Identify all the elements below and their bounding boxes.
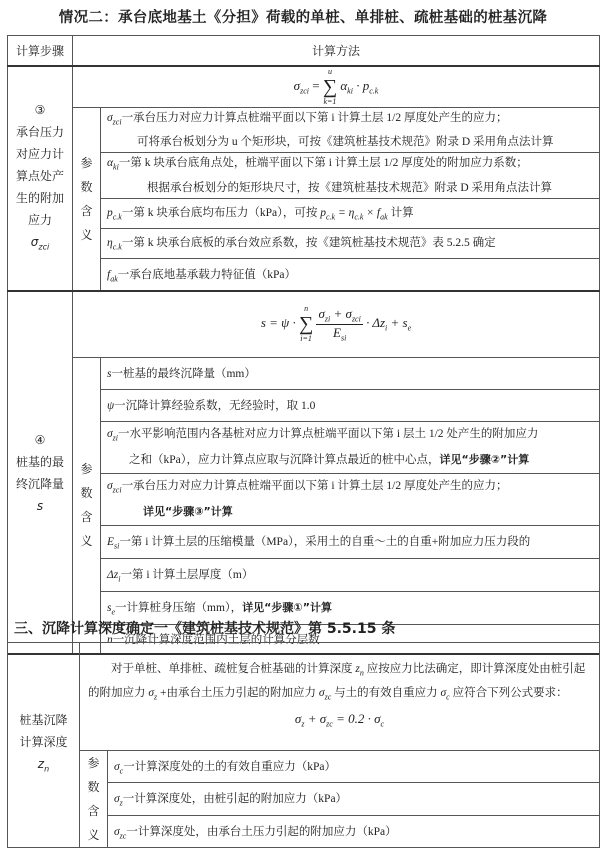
param-text: 一水平影响范围内各基桩对应力计算点桩端平面以下第 i 层土 1/2 处产生的附加应力 — [118, 427, 539, 440]
param-text: 一承台底地基承载力特征值（kPa） — [117, 268, 297, 281]
param-text: 一第 k 块承台底角点处，桩端平面以下第 i 计算土层 1/2 厚度处的附加应力系数； — [118, 157, 528, 170]
para-text: 应按应力比法确定，即计算深度处由桩引起的附加应力 — [88, 662, 586, 700]
param-text: 一第 k 块承台底均布压力（kPa），可按 — [121, 207, 321, 220]
inline-formula-sub: ak — [380, 212, 388, 222]
param-text-2: 根据承台板划分的矩形块尺寸，按《建筑桩基技术规范》附录 D 采用角点法计算 — [147, 181, 553, 194]
inline-symbol-sub: z — [154, 692, 158, 702]
param-symbol: E — [107, 535, 115, 548]
f-lhs: σ — [293, 77, 301, 93]
para-text: 对于单桩、单排桩、疏桩复合桩基础的计算深度 — [111, 662, 356, 675]
param-text: 一承台压力对应力计算点桩端平面以下第 i 计算土层 1/2 厚度处产生的应力； — [121, 479, 508, 492]
param-row — [101, 473, 600, 525]
inline-symbol: z — [355, 662, 360, 675]
f-num: + σ — [330, 306, 352, 322]
param-row — [108, 783, 600, 815]
param-row — [101, 198, 600, 228]
param-symbol-sub: zci — [112, 485, 122, 495]
step4-label — [8, 291, 73, 654]
step-symbol: σ — [30, 234, 39, 249]
para-text: 与土的有效自重应力 — [331, 687, 441, 700]
param-row — [101, 108, 600, 153]
para-text: 应符合下列公式要求： — [449, 687, 568, 700]
f-lhs: s = ψ · — [260, 315, 296, 331]
param-symbol: σ — [107, 427, 113, 440]
param-row — [101, 525, 600, 558]
depth-table — [7, 642, 600, 848]
f-t2: p — [362, 77, 370, 93]
fraction — [316, 306, 362, 342]
param-symbol-sub: ki — [113, 162, 119, 172]
param-symbol: f — [107, 268, 111, 281]
f-t2-sub: c.k — [369, 86, 379, 96]
formula-sigma-zci — [73, 66, 600, 108]
param-char: 数 — [80, 180, 93, 195]
f-rest-sub: i — [385, 323, 388, 333]
f-num-sub: zci — [351, 314, 361, 324]
step-name-line: 对应力计 — [15, 146, 64, 161]
param-symbol-sub: c — [119, 766, 124, 776]
step-number: ④ — [34, 432, 46, 447]
depth-description — [80, 643, 600, 751]
f-part: = 0.2 · σ — [332, 710, 381, 726]
param-meaning-label — [73, 108, 101, 292]
param-symbol-sub: z — [119, 798, 123, 808]
param-text-2: 可将承台板划分为 u 个矩形块，可按《建筑桩基技术规范》附录 D 采用角点法计算 — [137, 136, 554, 149]
inline-symbol-sub: zc — [324, 692, 332, 702]
step-name-line: 计算深度 — [19, 735, 68, 750]
param-symbol-sub: c.k — [112, 242, 122, 252]
f-rest: · Δz — [366, 315, 386, 331]
inline-formula-sub: c.k — [325, 212, 336, 222]
param-symbol: n — [107, 633, 113, 646]
f-dot: · — [356, 77, 360, 93]
param-symbol: p — [107, 207, 113, 220]
param-text: 一沉降计算经验系数，无经验时，取 1.0 — [114, 400, 316, 413]
step-symbol-sub: n — [44, 764, 50, 774]
param-meaning-label — [80, 751, 108, 848]
sum-sign: ∑ — [298, 313, 314, 336]
inline-symbol: σ — [440, 687, 447, 700]
param-symbol: ψ — [107, 400, 115, 413]
param-char: 数 — [80, 486, 93, 501]
depth-step-label — [8, 643, 80, 848]
param-symbol-sub: zc — [119, 830, 127, 840]
f-t1: α — [340, 77, 348, 93]
step-name-line: 桩基沉降 — [19, 713, 68, 728]
sum-bot: k=1 — [323, 96, 337, 106]
summation-icon — [323, 67, 337, 107]
param-text: 一承台压力对应力计算点桩端平面以下第 i 计算土层 1/2 厚度处产生的应力； — [121, 112, 508, 124]
inline-symbol-sub: c — [446, 692, 450, 702]
sum-top: u — [327, 66, 332, 76]
param-text: 一第 k 块承台底板的承台效应系数，按《建筑桩基技术规范》表 5.2.5 确定 — [121, 237, 496, 250]
sum-sign: ∑ — [322, 75, 338, 98]
f-num-sub: zi — [324, 314, 331, 324]
param-char: 参 — [80, 156, 93, 171]
param-row — [101, 558, 600, 591]
param-symbol: σ — [114, 825, 120, 838]
f-part: + σ — [304, 710, 327, 726]
inline-symbol: σ — [148, 687, 155, 700]
formula-depth — [88, 708, 591, 735]
step3-label — [8, 66, 73, 292]
param-row — [101, 357, 600, 389]
param-row — [101, 153, 600, 198]
param-row — [108, 815, 600, 847]
param-text: 一沉降计算深度范围内土层的计算分层数 — [112, 633, 320, 646]
param-symbol-sub: c.k — [112, 212, 122, 222]
param-text: 一计算深度处的土的有效自重应力（kPa） — [123, 761, 336, 774]
f-den: E — [333, 324, 341, 340]
param-symbol-sub: si — [114, 541, 120, 551]
param-symbol-sub: zci — [112, 117, 122, 127]
param-row — [101, 389, 600, 421]
param-symbol: Δz — [107, 568, 119, 581]
param-text: 一桩基的最终沉降量（mm） — [111, 368, 256, 381]
step-name-line: 终沉降量 — [15, 476, 64, 491]
step-reference: 详见“步骤②”计算 — [439, 453, 530, 467]
step-name-line: 桩基的最 — [15, 454, 64, 469]
param-text: 一第 i 计算土层的压缩模量（MPa），采用土的自重～土的自重+附加应力压力段的 — [119, 535, 531, 548]
param-char: 义 — [80, 228, 93, 243]
step-reference: 详见“步骤①”计算 — [242, 600, 332, 614]
param-text: 一计算深度处，由承台土压力引起的附加应力（kPa） — [126, 825, 397, 838]
f-t1-sub: ki — [347, 86, 353, 96]
param-symbol: α — [107, 157, 114, 170]
f-sub: zc — [326, 719, 333, 729]
param-symbol: s — [107, 601, 112, 614]
param-symbol-sub: i — [118, 574, 121, 584]
sum-bot: i=1 — [300, 334, 312, 344]
param-text: 计算 — [387, 207, 414, 220]
param-char: 义 — [80, 534, 93, 549]
param-row — [101, 228, 600, 258]
param-char: 含 — [80, 510, 93, 525]
inline-formula: = η — [335, 207, 355, 220]
step-number: ③ — [34, 102, 46, 117]
param-char: 含 — [80, 204, 93, 219]
step-symbol-sub: zci — [38, 241, 50, 251]
param-text: 一第 i 计算土层厚度（m） — [120, 568, 254, 581]
param-text-2: 之和（kPa），应力计算点应取与沉降计算点最近的桩中心点， — [129, 454, 440, 467]
formula-settlement — [73, 291, 600, 357]
header-method: 计算方法 — [73, 36, 600, 66]
param-row — [101, 421, 600, 473]
param-row — [108, 751, 600, 783]
section3-heading: 三、沉降计算深度确定一《建筑桩基技术规范》第 5.5.15 条 — [14, 621, 396, 637]
param-text: 一计算深度处，由桩引起的附加应力（kPa） — [122, 793, 348, 806]
inline-formula: × f — [363, 207, 381, 220]
param-symbol: σ — [107, 112, 113, 124]
param-symbol: σ — [114, 793, 120, 806]
step-reference: 详见“步骤③”计算 — [143, 505, 233, 519]
f-sub: z — [301, 719, 305, 729]
param-symbol: σ — [114, 761, 120, 774]
step-name-line: 算点处产 — [15, 168, 64, 183]
param-row — [101, 258, 600, 291]
step-name-line: 应力 — [27, 212, 52, 227]
sum-top: n — [304, 304, 309, 314]
step-symbol: s — [36, 498, 44, 513]
inline-symbol-sub: n — [359, 668, 364, 678]
param-symbol-sub: e — [111, 607, 116, 617]
f-sub: c — [380, 719, 385, 729]
param-char: 义 — [87, 828, 100, 842]
step-symbol: z — [37, 757, 45, 772]
param-text: 一计算桩身压缩（mm）， — [115, 601, 243, 614]
f-rest: + s — [387, 315, 408, 331]
param-meaning-label — [73, 357, 101, 654]
section-title: 情况二：承台底地基土《分担》荷载的单桩、单排桩、疏桩基础的桩基沉降 — [58, 10, 548, 26]
param-char: 数 — [87, 780, 100, 794]
param-symbol: η — [107, 237, 113, 250]
param-char: 参 — [87, 756, 100, 770]
param-char: 参 — [80, 462, 93, 477]
header-step: 计算步骤 — [8, 36, 73, 66]
f-rest-sub: e — [407, 323, 412, 333]
para-text: +由承台土压力引起的附加应力 — [157, 687, 319, 700]
step-name-line: 承台压力 — [15, 124, 64, 139]
f-part: σ — [294, 710, 302, 726]
f-den-sub: si — [340, 333, 347, 343]
inline-formula: p — [320, 207, 326, 220]
param-symbol-sub: zi — [112, 433, 119, 443]
step-name-line: 生的附加 — [15, 190, 64, 205]
param-char: 含 — [87, 804, 100, 818]
inline-formula-sub: c.k — [354, 212, 364, 222]
param-symbol: s — [107, 368, 112, 381]
summation-icon — [299, 304, 313, 344]
inline-symbol: σ — [318, 687, 325, 700]
f-lhs-sub: zci — [300, 86, 309, 96]
param-symbol-sub: ak — [110, 273, 118, 283]
param-symbol: σ — [107, 479, 113, 492]
settlement-table — [7, 35, 600, 655]
f-eq: = — [312, 77, 320, 93]
f-num: σ — [318, 306, 325, 322]
